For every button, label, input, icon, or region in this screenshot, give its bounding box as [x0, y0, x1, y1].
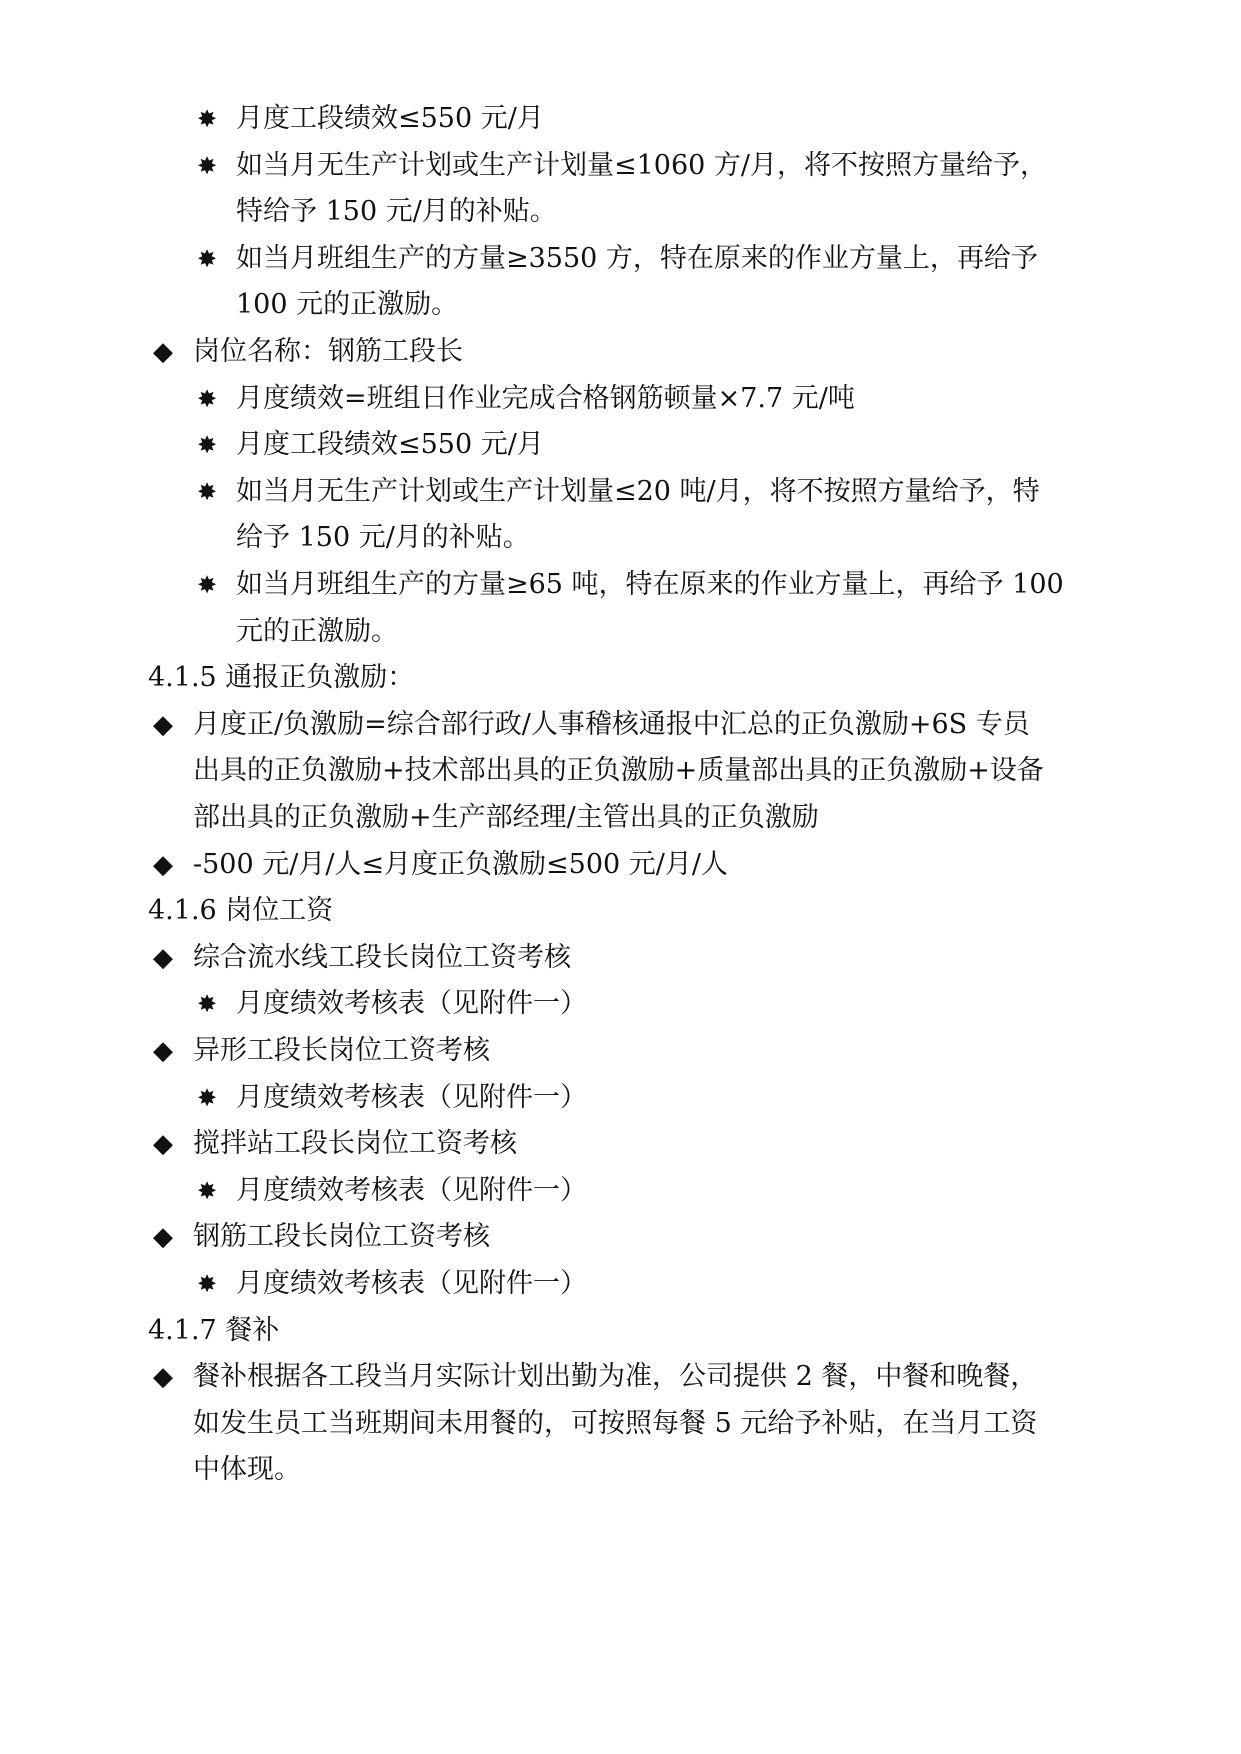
diamond-bullet-icon: ◆ [153, 1036, 173, 1066]
star-bullet-icon: ✸ [196, 571, 218, 599]
diamond-bullet-icon: ◆ [153, 1129, 173, 1159]
star-bullet-icon: ✸ [196, 1084, 218, 1112]
text-line: 月度正/负激励=综合部行政/人事稽核通报中汇总的正负激励+6S 专员 [193, 709, 1030, 740]
text-line: 月度绩效考核表（见附件一） [236, 1175, 587, 1206]
text-line: 异形工段长岗位工资考核 [193, 1035, 490, 1066]
diamond-bullet-icon: ◆ [153, 1222, 173, 1252]
text-line: 餐补根据各工段当月实际计划出勤为准，公司提供 2 餐，中餐和晚餐， [193, 1361, 1038, 1392]
text-line: 给予 150 元/月的补贴。 [236, 522, 530, 553]
diamond-bullet-icon: ◆ [153, 337, 173, 367]
text-line: 月度工段绩效≤550 元/月 [236, 429, 544, 460]
text-line: 100 元的正激励。 [236, 289, 459, 320]
text-line: 月度工段绩效≤550 元/月 [236, 103, 544, 134]
text-line: 部出具的正负激励+生产部经理/主管出具的正负激励 [193, 802, 819, 833]
diamond-bullet-icon: ◆ [153, 850, 173, 880]
text-line: 搅拌站工段长岗位工资考核 [193, 1128, 517, 1159]
text-line: 岗位名称：钢筋工段长 [193, 336, 463, 367]
diamond-bullet-icon: ◆ [153, 710, 173, 740]
star-bullet-icon: ✸ [196, 478, 218, 506]
text-line: 特给予 150 元/月的补贴。 [236, 196, 557, 227]
star-bullet-icon: ✸ [196, 431, 218, 459]
diamond-bullet-icon: ◆ [153, 943, 173, 973]
text-line: 元的正激励。 [236, 616, 398, 647]
star-bullet-icon: ✸ [196, 1270, 218, 1298]
text-line: 月度绩效考核表（见附件一） [236, 1268, 587, 1299]
text-line: 月度绩效=班组日作业完成合格钢筋顿量×7.7 元/吨 [236, 383, 855, 414]
text-line: 如当月无生产计划或生产计划量≤1060 方/月，将不按照方量给予， [236, 150, 1048, 181]
text-line: 出具的正负激励+技术部出具的正负激励+质量部出具的正负激励+设备 [193, 755, 1044, 786]
text-line: 如发生员工当班期间未用餐的，可按照每餐 5 元给予补贴，在当月工资 [193, 1408, 1038, 1439]
text-line: 如当月班组生产的方量≥65 吨，特在原来的作业方量上，再给予 100 [236, 569, 1064, 600]
star-bullet-icon: ✸ [196, 990, 218, 1018]
text-line: 月度绩效考核表（见附件一） [236, 988, 587, 1019]
text-line: 钢筋工段长岗位工资考核 [193, 1221, 490, 1252]
text-line: 月度绩效考核表（见附件一） [236, 1082, 587, 1113]
text-line: 如当月无生产计划或生产计划量≤20 吨/月，将不按照方量给予，特 [236, 476, 1040, 507]
star-bullet-icon: ✸ [196, 385, 218, 413]
star-bullet-icon: ✸ [196, 1177, 218, 1205]
text-line: 综合流水线工段长岗位工资考核 [193, 942, 571, 973]
star-bullet-icon: ✸ [196, 105, 218, 133]
text-line: -500 元/月/人≤月度正负激励≤500 元/月/人 [193, 849, 728, 880]
star-bullet-icon: ✸ [196, 152, 218, 180]
section-heading: 4.1.7 餐补 [148, 1315, 280, 1346]
section-heading: 4.1.5 通报正负激励： [148, 662, 415, 693]
text-line: 如当月班组生产的方量≥3550 方，特在原来的作业方量上，再给予 [236, 243, 1038, 274]
text-line: 中体现。 [193, 1454, 301, 1485]
diamond-bullet-icon: ◆ [153, 1362, 173, 1392]
star-bullet-icon: ✸ [196, 245, 218, 273]
section-heading: 4.1.6 岗位工资 [148, 895, 334, 926]
